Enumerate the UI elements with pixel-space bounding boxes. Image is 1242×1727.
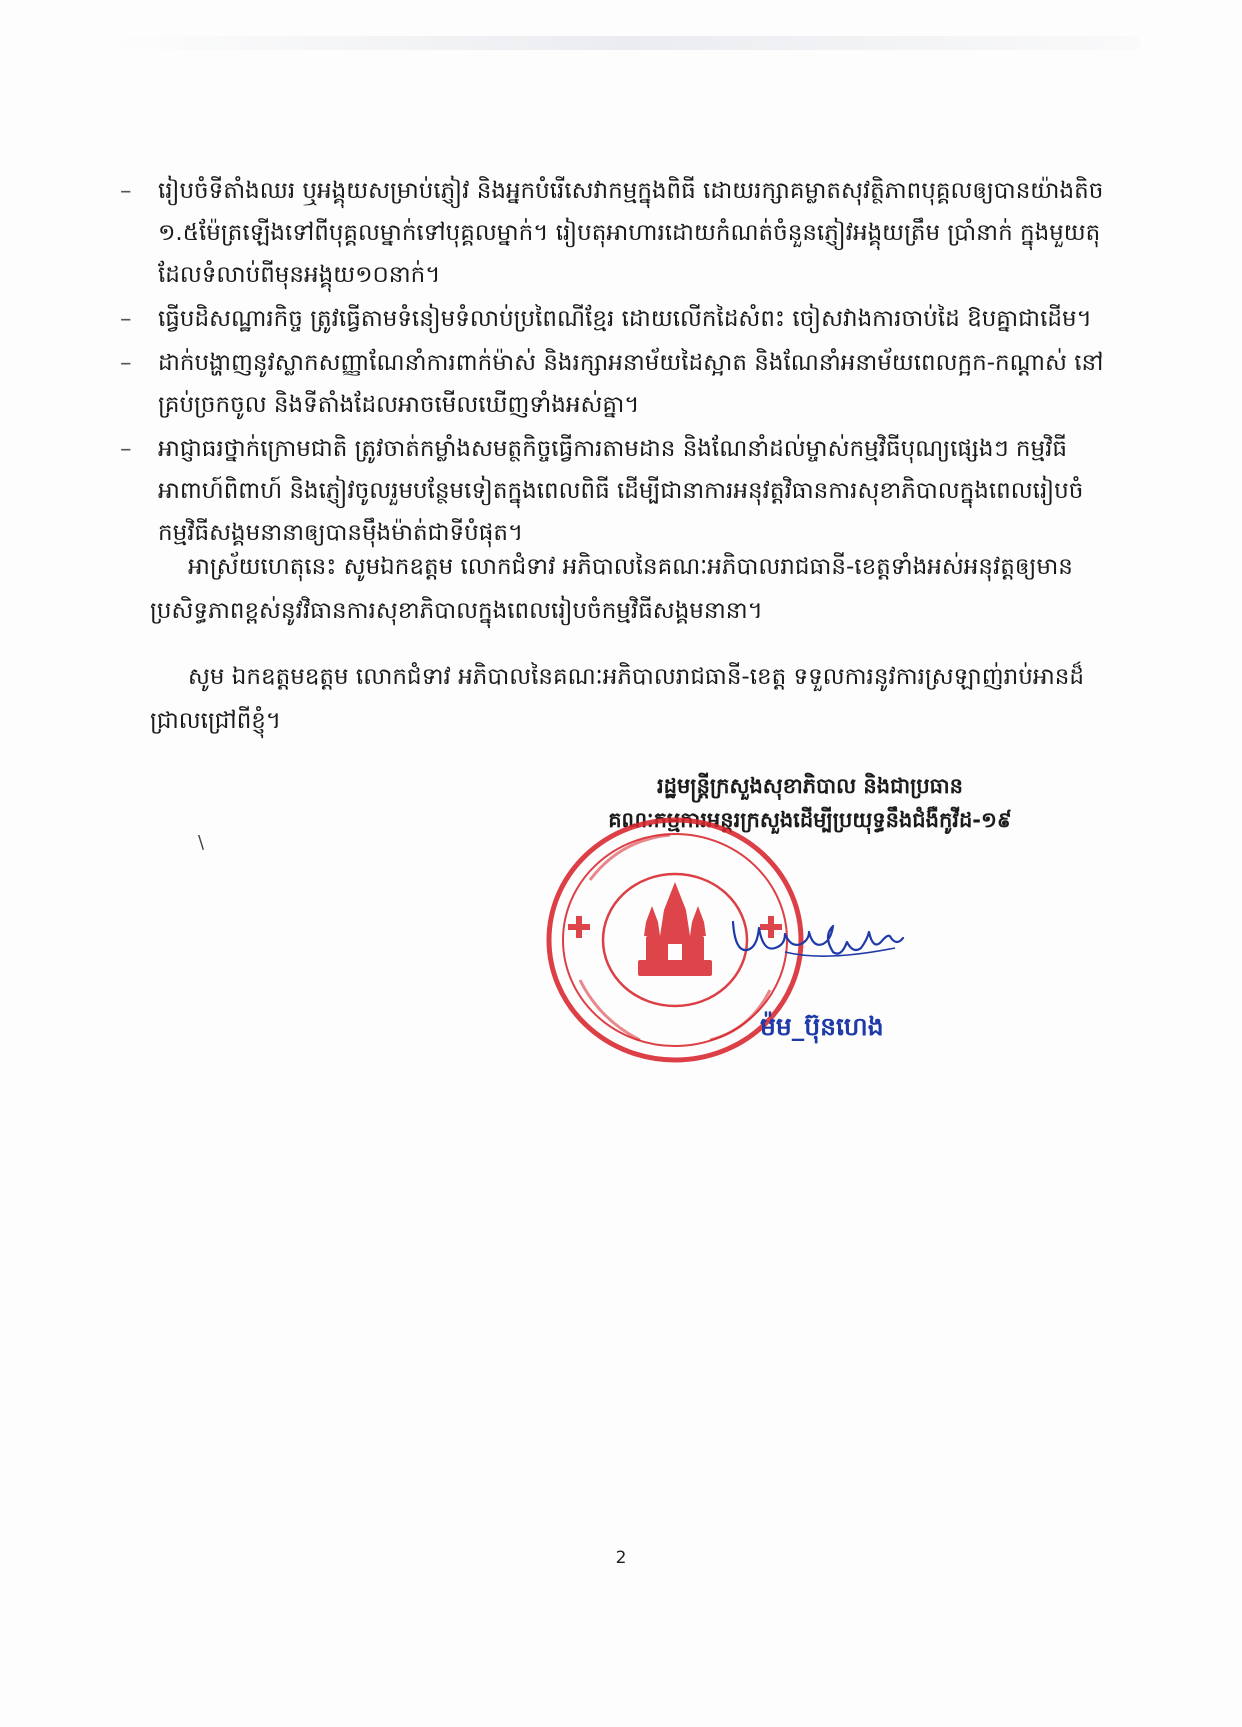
page-number: 2 [615,1548,627,1568]
conclusion-paragraph: អាស្រ័យហេតុនេះ សូមឯកឧត្តម លោកជំទាវ អភិបាលនៃគណៈអភិបាលរាជធានី-ខេត្តទាំងអស់អនុវត្តឲ្យមានប្រសិទ្ធភាពខ្ពស់នូវវិធានការសុខាភិបាលក្នុងពេលរៀបចំកម្មវិធីសង្គមនានា។ [150,554,1073,624]
signer-title-line1: រដ្ឋមន្ត្រីក្រសួងសុខាភិបាល និងជាប្រធាន [656,774,963,798]
list-item: – រៀបចំទីតាំងឈរ ឬអង្គុយសម្រាប់ភ្ញៀវ និងអ្នកបំរើសេវាកម្មក្នុងពិធី ដោយរក្សាគម្លាតសុវត្ថិភាពបុគ្គលឲ្យបានយ៉ាងតិច ១.៥ម៉ែត្រឡើងទៅពីបុគ្គលម្នាក់ទៅបុគ្គលម្នាក់។ រៀបតុអាហារដោយកំណត់ចំនួនភ្ញៀវអង្គុយត្រឹម ប្រាំនាក់ ក្នុងមួយតុ ដែលទំលាប់ពីមុនអង្គុយ១០នាក់។ [120,170,1130,296]
measures-list [120,170,1130,556]
stray-mark: \ [198,832,205,853]
dash-marker: – [120,306,132,332]
list-item: – ដាក់បង្ហាញនូវស្លាកសញ្ញាណែនាំការពាក់ម៉ាស់ និងរក្សាអនាម័យដៃស្អាត និងណែនាំអនាម័យពេលក្អក-កណ្តាស់ នៅគ្រប់ច្រកចូល និងទីតាំងដែលអាចមើលឃើញទាំងអស់គ្នា។ [120,342,1130,426]
scan-artifact [110,36,1140,50]
handwritten-signature-icon [725,902,925,972]
dash-marker: – [120,436,132,462]
list-item: – អាជ្ញាធរថ្នាក់ក្រោមជាតិ ត្រូវចាត់កម្លាំងសមត្ថកិច្ចធ្វើការតាមដាន និងណែនាំដល់ម្ចាស់កម្មវិធីបុណ្យផ្សេងៗ កម្មវិធីអាពាហ៍ពិពាហ៍ និងភ្ញៀវចូលរួមបន្ថែមទៀតក្នុងពេលពិធី ដើម្បីជានាការអនុវត្តវិធានការសុខាភិបាលក្នុងពេលរៀបចំកម្មវិធីសង្គមនានាឲ្យបានម៉ឹងម៉ាត់ជាទីបំផុត។ [120,428,1130,554]
signer-name: ម៉ម_ប៊ុនហេង [760,1012,884,1041]
list-item: – ធ្វើបដិសណ្ឋារកិច្ច ត្រូវធ្វើតាមទំនៀមទំលាប់ប្រពៃណីខ្មែរ ដោយលើកដៃសំពះ ចៀសវាងការចាប់ដៃ ឱបគ្នាជាដើម។ [120,298,1130,340]
closing-paragraph: សូម ឯកឧត្តមឧត្តម លោកជំទាវ អភិបាលនៃគណៈអភិបាលរាជធានី-ខេត្ត ទទួលការនូវការស្រឡាញ់រាប់អានដ៏ជ្រាលជ្រៅពីខ្ញុំ។ [150,664,1084,734]
dash-marker: – [120,178,132,204]
dash-marker: – [120,350,132,376]
signer-title-line2: គណៈកម្មការអន្តរក្រសួងដើម្បីប្រយុទ្ធនឹងជំងឺកូវីដ-១៩ [608,808,1012,832]
